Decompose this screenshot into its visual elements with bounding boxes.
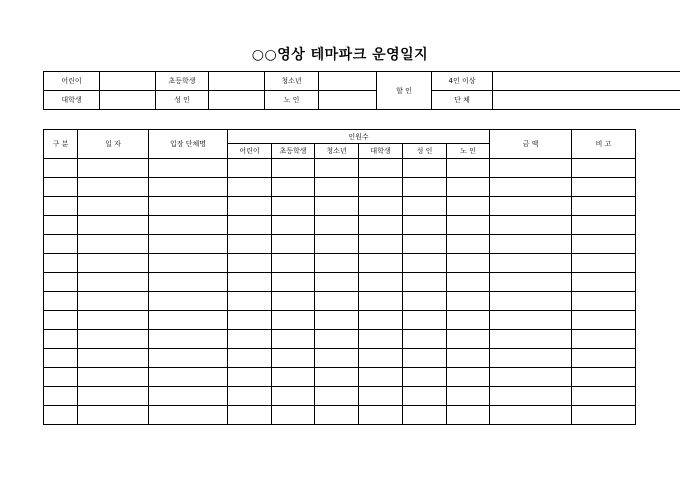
cell-amount[interactable] [490, 178, 572, 197]
cell-division[interactable] [44, 330, 78, 349]
cell-division[interactable] [44, 197, 78, 216]
label-group: 단 체 [432, 91, 493, 110]
label-university: 대학생 [44, 91, 100, 110]
cell-division[interactable] [44, 292, 78, 311]
cell-amount[interactable] [490, 292, 572, 311]
cell-adult[interactable] [403, 292, 447, 311]
cell-youth[interactable] [315, 235, 359, 254]
label-youth: 청소년 [265, 72, 319, 91]
value-youth[interactable] [319, 72, 377, 91]
cell-university[interactable] [359, 406, 403, 425]
cell-youth[interactable] [315, 311, 359, 330]
page-title: ○○영상 테마파크 운영일지 [251, 47, 429, 63]
cell-group-name[interactable] [149, 406, 228, 425]
cell-child[interactable] [228, 235, 272, 254]
cell-youth[interactable] [315, 197, 359, 216]
cell-group-name[interactable] [149, 273, 228, 292]
cell-child[interactable] [228, 178, 272, 197]
cell-adult[interactable] [403, 311, 447, 330]
table-row [44, 292, 636, 311]
cell-university[interactable] [359, 273, 403, 292]
cell-child[interactable] [228, 406, 272, 425]
cell-division[interactable] [44, 216, 78, 235]
cell-senior[interactable] [447, 349, 490, 368]
cell-senior[interactable] [447, 178, 490, 197]
table-row [44, 311, 636, 330]
cell-division[interactable] [44, 406, 78, 425]
table-row [44, 178, 636, 197]
cell-date[interactable] [78, 330, 149, 349]
cell-amount[interactable] [490, 368, 572, 387]
cell-senior[interactable] [447, 330, 490, 349]
cell-note[interactable] [572, 254, 636, 273]
cell-child[interactable] [228, 159, 272, 178]
cell-elementary[interactable] [272, 273, 315, 292]
cell-elementary[interactable] [272, 159, 315, 178]
cell-youth[interactable] [315, 254, 359, 273]
cell-university[interactable] [359, 159, 403, 178]
cell-university[interactable] [359, 216, 403, 235]
cell-adult[interactable] [403, 368, 447, 387]
label-discount: 할 인 [377, 72, 432, 110]
cell-youth[interactable] [315, 330, 359, 349]
cell-university[interactable] [359, 292, 403, 311]
cell-youth[interactable] [315, 349, 359, 368]
cell-group-name[interactable] [149, 292, 228, 311]
value-child[interactable] [100, 72, 156, 91]
cell-adult[interactable] [403, 349, 447, 368]
cell-elementary[interactable] [272, 216, 315, 235]
cell-child[interactable] [228, 216, 272, 235]
cell-youth[interactable] [315, 292, 359, 311]
table-row [44, 216, 636, 235]
cell-note[interactable] [572, 197, 636, 216]
cell-group-name[interactable] [149, 216, 228, 235]
cell-amount[interactable] [490, 273, 572, 292]
cell-senior[interactable] [447, 197, 490, 216]
header-note: 비 고 [572, 130, 636, 159]
cell-adult[interactable] [403, 254, 447, 273]
discount-table [43, 71, 680, 110]
table-row [44, 159, 636, 178]
header-division: 구 분 [44, 130, 78, 159]
header-visitors: 인원수 [228, 130, 490, 144]
subheader-elementary: 초등학생 [272, 144, 315, 159]
cell-senior[interactable] [447, 159, 490, 178]
cell-child[interactable] [228, 197, 272, 216]
cell-child[interactable] [228, 368, 272, 387]
cell-child[interactable] [228, 254, 272, 273]
cell-amount[interactable] [490, 406, 572, 425]
table-row [44, 197, 636, 216]
cell-senior[interactable] [447, 406, 490, 425]
cell-division[interactable] [44, 387, 78, 406]
cell-child[interactable] [228, 273, 272, 292]
cell-adult[interactable] [403, 159, 447, 178]
header-group-name: 입장 단체명 [149, 130, 228, 159]
cell-division[interactable] [44, 254, 78, 273]
label-senior: 노 인 [265, 91, 319, 110]
cell-youth[interactable] [315, 178, 359, 197]
cell-elementary[interactable] [272, 387, 315, 406]
cell-group-name[interactable] [149, 235, 228, 254]
cell-amount[interactable] [490, 254, 572, 273]
header-amount: 금 액 [490, 130, 572, 159]
cell-university[interactable] [359, 368, 403, 387]
table-row [44, 406, 636, 425]
table-row [44, 254, 636, 273]
cell-university[interactable] [359, 178, 403, 197]
cell-elementary[interactable] [272, 330, 315, 349]
cell-university[interactable] [359, 254, 403, 273]
cell-child[interactable] [228, 292, 272, 311]
cell-elementary[interactable] [272, 368, 315, 387]
cell-division[interactable] [44, 368, 78, 387]
subheader-youth: 청소년 [315, 144, 359, 159]
cell-amount[interactable] [490, 330, 572, 349]
cell-amount[interactable] [490, 349, 572, 368]
cell-date[interactable] [78, 292, 149, 311]
table-row [44, 387, 636, 406]
cell-senior[interactable] [447, 235, 490, 254]
cell-amount[interactable] [490, 159, 572, 178]
cell-group-name[interactable] [149, 349, 228, 368]
cell-date[interactable] [78, 254, 149, 273]
cell-date[interactable] [78, 368, 149, 387]
cell-senior[interactable] [447, 368, 490, 387]
cell-university[interactable] [359, 197, 403, 216]
value-four-plus[interactable] [493, 72, 680, 91]
cell-division[interactable] [44, 349, 78, 368]
cell-date[interactable] [78, 311, 149, 330]
cell-youth[interactable] [315, 387, 359, 406]
cell-university[interactable] [359, 311, 403, 330]
cell-date[interactable] [78, 235, 149, 254]
cell-note[interactable] [572, 349, 636, 368]
cell-adult[interactable] [403, 387, 447, 406]
table-row [44, 349, 636, 368]
cell-child[interactable] [228, 330, 272, 349]
cell-adult[interactable] [403, 235, 447, 254]
cell-division[interactable] [44, 159, 78, 178]
subheader-child: 어린이 [228, 144, 272, 159]
cell-date[interactable] [78, 197, 149, 216]
cell-date[interactable] [78, 216, 149, 235]
cell-date[interactable] [78, 178, 149, 197]
cell-elementary[interactable] [272, 292, 315, 311]
subheader-senior: 노 인 [447, 144, 490, 159]
cell-senior[interactable] [447, 311, 490, 330]
cell-note[interactable] [572, 311, 636, 330]
cell-note[interactable] [572, 159, 636, 178]
cell-youth[interactable] [315, 159, 359, 178]
cell-note[interactable] [572, 368, 636, 387]
cell-amount[interactable] [490, 235, 572, 254]
cell-elementary[interactable] [272, 235, 315, 254]
table-row [44, 235, 636, 254]
label-four-plus: 4인 이상 [432, 72, 493, 91]
cell-adult[interactable] [403, 273, 447, 292]
cell-amount[interactable] [490, 197, 572, 216]
cell-note[interactable] [572, 387, 636, 406]
cell-group-name[interactable] [149, 197, 228, 216]
cell-note[interactable] [572, 330, 636, 349]
cell-division[interactable] [44, 235, 78, 254]
cell-date[interactable] [78, 406, 149, 425]
cell-senior[interactable] [447, 216, 490, 235]
cell-group-name[interactable] [149, 178, 228, 197]
label-elementary: 초등학생 [156, 72, 209, 91]
cell-university[interactable] [359, 349, 403, 368]
cell-elementary[interactable] [272, 406, 315, 425]
cell-group-name[interactable] [149, 368, 228, 387]
cell-adult[interactable] [403, 197, 447, 216]
cell-date[interactable] [78, 273, 149, 292]
cell-division[interactable] [44, 178, 78, 197]
cell-senior[interactable] [447, 387, 490, 406]
cell-note[interactable] [572, 235, 636, 254]
cell-adult[interactable] [403, 178, 447, 197]
cell-group-name[interactable] [149, 330, 228, 349]
cell-date[interactable] [78, 387, 149, 406]
cell-elementary[interactable] [272, 254, 315, 273]
cell-date[interactable] [78, 349, 149, 368]
cell-amount[interactable] [490, 387, 572, 406]
cell-division[interactable] [44, 273, 78, 292]
value-elementary[interactable] [209, 72, 265, 91]
cell-adult[interactable] [403, 216, 447, 235]
value-senior[interactable] [319, 91, 377, 110]
subheader-university: 대학생 [359, 144, 403, 159]
cell-youth[interactable] [315, 216, 359, 235]
cell-university[interactable] [359, 387, 403, 406]
cell-division[interactable] [44, 311, 78, 330]
table-row [44, 273, 636, 292]
cell-adult[interactable] [403, 406, 447, 425]
cell-date[interactable] [78, 159, 149, 178]
log-table-body [44, 159, 636, 425]
cell-elementary[interactable] [272, 178, 315, 197]
cell-senior[interactable] [447, 254, 490, 273]
cell-elementary[interactable] [272, 311, 315, 330]
cell-child[interactable] [228, 387, 272, 406]
cell-youth[interactable] [315, 406, 359, 425]
cell-elementary[interactable] [272, 349, 315, 368]
cell-adult[interactable] [403, 330, 447, 349]
value-adult[interactable] [209, 91, 265, 110]
cell-youth[interactable] [315, 368, 359, 387]
cell-elementary[interactable] [272, 197, 315, 216]
label-child: 어린이 [44, 72, 100, 91]
log-table [43, 129, 636, 425]
cell-note[interactable] [572, 178, 636, 197]
cell-note[interactable] [572, 406, 636, 425]
cell-child[interactable] [228, 311, 272, 330]
cell-amount[interactable] [490, 216, 572, 235]
header-date: 일 자 [78, 130, 149, 159]
table-row [44, 330, 636, 349]
label-adult: 성 인 [156, 91, 209, 110]
value-group[interactable] [493, 91, 680, 110]
cell-child[interactable] [228, 349, 272, 368]
cell-senior[interactable] [447, 292, 490, 311]
cell-group-name[interactable] [149, 159, 228, 178]
cell-senior[interactable] [447, 273, 490, 292]
cell-group-name[interactable] [149, 311, 228, 330]
subheader-adult: 성 인 [403, 144, 447, 159]
cell-amount[interactable] [490, 311, 572, 330]
cell-group-name[interactable] [149, 387, 228, 406]
value-university[interactable] [100, 91, 156, 110]
cell-university[interactable] [359, 235, 403, 254]
cell-note[interactable] [572, 292, 636, 311]
cell-note[interactable] [572, 216, 636, 235]
cell-university[interactable] [359, 330, 403, 349]
cell-youth[interactable] [315, 273, 359, 292]
table-row [44, 368, 636, 387]
cell-group-name[interactable] [149, 254, 228, 273]
cell-note[interactable] [572, 273, 636, 292]
